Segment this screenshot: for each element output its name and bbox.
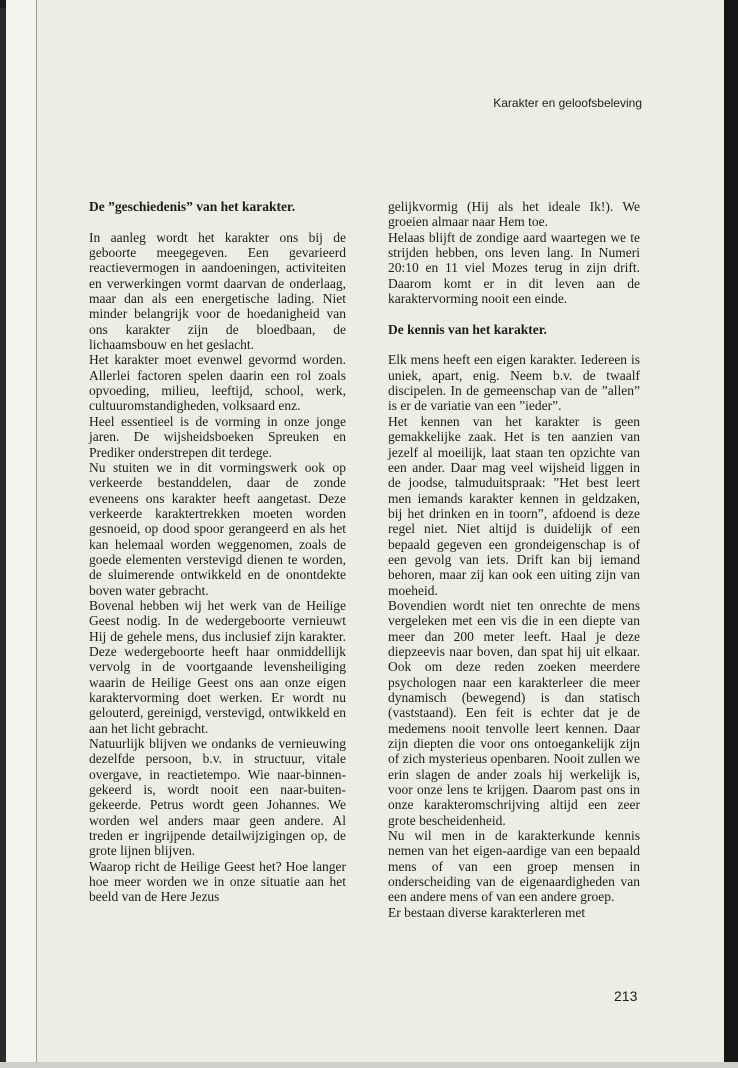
paragraph: Het kennen van het karakter is geen gemakkelijke zaak. Het is ten aanzien van jezelf al moeilijk, laat staan ten opzichte van een ander. Daar mag veel wijsheid liggen in de joodse, talmuduitspraak: ”Het best leert men iemands karakter kennen in geldzaken, bij het drinken en in toorn”, afdoend is deze regel niet. Niet altijd is duidelijk of een bepaald gegeven een grondeigenschap is of een gevolg van iets. Drift kan bij iemand behoren, maar zij kan ook een uiting zijn van moeheid.	[388, 413, 640, 598]
section-heading-knowledge: De kennis van het karakter.	[388, 321, 547, 337]
paragraph: Helaas blijft de zondige aard waartegen we te strijden hebben, ons leven lang. In Numeri 20:10 en 11 viel Mozes terug in zijn drift. Daarom komt er in dit leven aan de karaktervorming nooit een einde.	[388, 229, 640, 307]
section-heading-history: De ”geschiedenis” van het karakter.	[89, 199, 296, 214]
paragraph: Natuurlijk blijven we ondanks de vernieuwing dezelfde persoon, b.v. in structuur, vitale overgave, in reactietempo. Wie naar-binnen-gekeerd is, wordt nooit een naar-buiten-gekeerde. Petrus wordt geen Johannes. We worden wel anders maar geen andere. Al treden er ingrijpende detailwijzigingen op, de grote lijnen blijven.	[89, 736, 346, 859]
right-column	[388, 199, 640, 920]
scan-right-edge	[724, 0, 738, 1068]
paragraph: Waarop richt de Heilige Geest het? Hoe langer hoe meer worden we in onze situatie aan het beeld van de Here Jezus	[89, 858, 346, 905]
paragraph: Bovenal hebben wij het werk van de Heilige Geest nodig. In de wedergeboorte vernieuwt Hij de gehele mens, dus inclusief zijn karakter. Deze wedergeboorte heeft haar onmiddellijk vervolg in de voortgaande levensheiliging waarin de Heilige Geest ons aan onze eigen karaktervorming doet werken. Er wordt nu gelouterd, gereinigd, verstevigd, ontwikkeld en aan het licht gebracht.	[89, 597, 346, 736]
paragraph: Elk mens heeft een eigen karakter. Iedereen is uniek, apart, enig. Neem b.v. de twaalf discipelen. In de gemeenschap van de ”allen” is er de variatie van een ”ieder”.	[388, 352, 640, 414]
scan-bottom-edge	[0, 1062, 738, 1068]
paragraph: Heel essentieel is de vorming in onze jonge jaren. De wijsheidsboeken Spreuken en Prediker onderstrepen dit terdege.	[89, 413, 346, 460]
paragraph: Het karakter moet evenwel gevormd worden. Allerlei factoren spelen daarin een rol zoals opvoeding, milieu, leeftijd, school, werk, cultuuromstandigheden, volksaard enz.	[89, 352, 346, 414]
paragraph: Nu stuiten we in dit vormingswerk ook op verkeerde bestanddelen, daar de zonde eveneens ons karakter heeft aangetast. Deze verkeerde karaktertrekken moeten worden gesnoeid, op dood spoor gerangeerd en als het kan helemaal worden weggenomen, zoals de goede elementen verstevigd dienen te worden, de sluimerende ontwikkeld en de onontdekte boven water gebracht.	[89, 459, 346, 598]
left-column	[89, 199, 346, 905]
paragraph: gelijkvormig (Hij als het ideale Ik!). We groeien almaar naar Hem toe.	[388, 199, 640, 230]
paragraph: In aanleg wordt het karakter ons bij de geboorte meegegeven. Een gevarieerd reactievermogen in aandoeningen, activiteiten en verwerkingen vormt daarvan de onderlaag, maar dan als een energetische lading. Niet minder belangrijk voor de hoedanigheid van ons karakter zijn de bloedbaan, de lichaamsbouw en het geslacht.	[89, 229, 346, 353]
paragraph: Nu wil men in de karakterkunde kennis nemen van het eigen-aardige van een bepaald mens of van een groep mensen in onderscheiding van de eigenaardigheden van een andere mens of van een andere groep.	[388, 828, 640, 905]
page-number: 213	[614, 988, 638, 1004]
scan-left-margin	[6, 0, 37, 1068]
paragraph: Bovendien wordt niet ten onrechte de mens vergeleken met een vis die in een diepte van meer dan 200 meter leeft. Haal je deze diepzeevis naar boven, dan spat hij uit elkaar. Ook om deze reden zoeken meerdere psychologen naar een karakterleer die meer dynamisch (bewegend) is dan statisch (vaststaand). Een feit is echter dat je de medemens nooit tenvolle leert kennen. Daar zijn diepten die voor ons ontoegankelijk zijn of zich mysterieus openbaren. Nooit zullen we erin slagen de ander zoals hij werkelijk is, voor onze lens te krijgen. Daarom past ons in onze karakteromschrijving altijd een zeer grote bescheidenheid.	[388, 597, 640, 828]
running-header: Karakter en geloofsbeleving	[493, 96, 642, 110]
paragraph: Er bestaan diverse karakterleren met	[388, 904, 586, 920]
